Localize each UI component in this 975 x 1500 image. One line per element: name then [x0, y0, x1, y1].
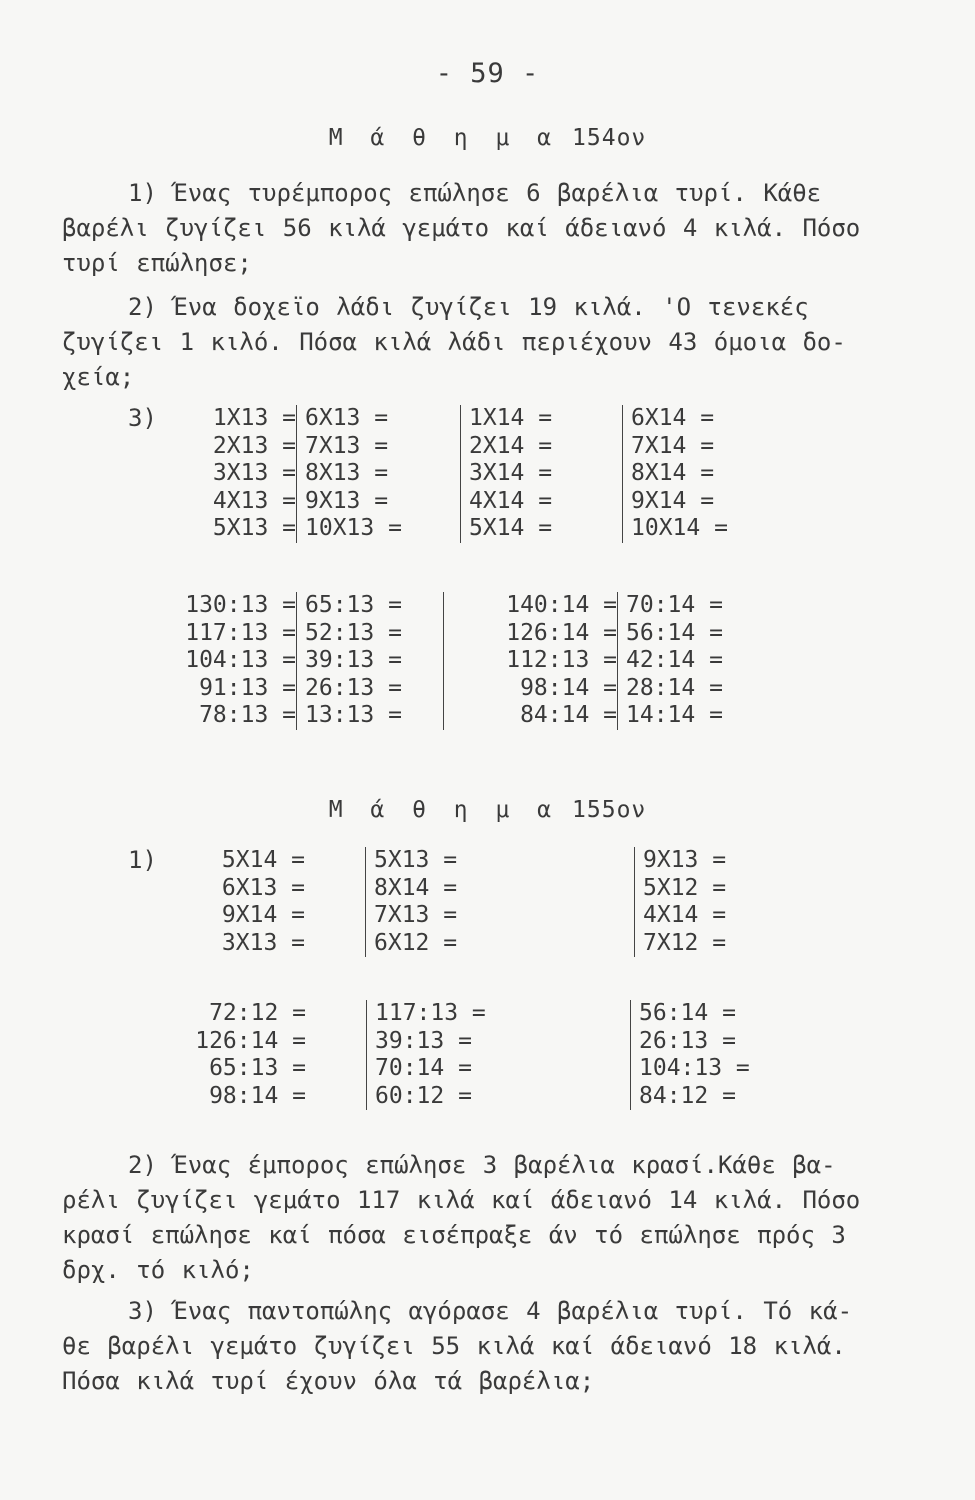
table-column	[622, 405, 761, 543]
lesson-title: Μ ά θ η μ α	[328, 797, 559, 823]
text-line: τυρί επώλησε;	[62, 249, 252, 277]
table-column	[630, 1000, 759, 1110]
table-cell: 78:13 =	[199, 702, 296, 728]
table-cell: 98:14 =	[209, 1082, 306, 1109]
table-cell: 14:14 =	[626, 702, 723, 728]
text-line: Πόσα κιλά τυρί έχουν όλα τά βαρέλια;	[62, 1367, 595, 1395]
table-cell: 60:12 =	[375, 1082, 472, 1109]
table-cell: 28:14 =	[626, 674, 723, 701]
table-cell: 6Χ12 =	[374, 929, 458, 956]
table-cell: 65:13 =	[209, 1055, 306, 1081]
table-cell: 26:13 =	[305, 674, 402, 701]
table-cell: 91:13 =	[199, 674, 296, 701]
table-cell: 7Χ13 =	[305, 432, 389, 459]
table-cell: 130:13 =	[185, 592, 296, 618]
table-cell: 70:14 =	[375, 1055, 472, 1081]
table-cell: 3Χ13 =	[221, 929, 305, 956]
lesson-154-problem-1	[62, 176, 863, 281]
table-column	[617, 592, 744, 730]
table-cell: 7Χ14 =	[631, 432, 715, 459]
lesson-155-heading	[0, 797, 975, 823]
table-cell: 4Χ14 =	[469, 487, 553, 514]
table-cell: 126:14 =	[195, 1027, 306, 1054]
table-cell: 9Χ14 =	[631, 487, 715, 514]
table-cell: 3Χ13 =	[212, 460, 296, 486]
table-cell: 8Χ14 =	[631, 460, 715, 486]
table-cell: 1Χ14 =	[469, 405, 553, 431]
table-cell: 7Χ12 =	[643, 929, 727, 956]
table-cell: 8Χ13 =	[305, 460, 389, 486]
table-cell: 6Χ13 =	[221, 874, 305, 901]
table-column	[296, 592, 443, 730]
table-cell: 4Χ13 =	[212, 487, 296, 514]
table-cell: 70:14 =	[626, 592, 723, 618]
lesson-number: 154ον	[572, 125, 647, 151]
table-cell: 84:12 =	[639, 1082, 736, 1109]
table-cell: 117:13 =	[375, 1000, 486, 1026]
text-line: 2) Ένα δοχεϊο λάδι ζυγίζει 19 κιλά. 'Ο τενεκές	[128, 293, 809, 321]
table-cell: 26:13 =	[639, 1027, 736, 1054]
table-cell: 13:13 =	[305, 702, 402, 728]
table-cell: 84:14 =	[520, 702, 617, 728]
table-cell: 42:14 =	[626, 647, 723, 673]
table-column	[155, 1000, 306, 1110]
table-cell: 72:12 =	[209, 1000, 306, 1026]
table-cell: 5Χ14 =	[221, 847, 305, 873]
text-line: χεία;	[62, 363, 135, 391]
table-cell: 2Χ14 =	[469, 432, 553, 459]
table-cell: 52:13 =	[305, 619, 402, 646]
table-cell: 112:13 =	[506, 647, 617, 673]
table-cell: 9Χ13 =	[305, 487, 389, 514]
table-cell: 39:13 =	[375, 1027, 472, 1054]
table-cell: 5Χ13 =	[212, 515, 296, 541]
lesson-154-heading	[0, 125, 975, 151]
table-cell: 140:14 =	[506, 592, 617, 618]
text-line: ζυγίζει 1 κιλό. Πόσα κιλά λάδι περιέχουν 43 όμοια δο-	[62, 328, 846, 356]
table-column	[296, 405, 460, 543]
multiplication-table-155	[185, 847, 753, 957]
table-column	[130, 592, 296, 730]
table-column	[443, 592, 617, 730]
division-table-155	[155, 1000, 759, 1110]
table-cell: 9Χ14 =	[221, 902, 305, 928]
multiplication-table-154	[160, 405, 761, 543]
table-cell: 104:13 =	[185, 647, 296, 673]
table-cell: 98:14 =	[520, 674, 617, 701]
lesson-154-problem-2	[62, 290, 863, 395]
table-column	[366, 1000, 630, 1110]
page-number: - 59 -	[435, 58, 540, 89]
text-line: ρέλι ζυγίζει γεμάτο 117 κιλά καί άδειανό 14 κιλά. Πόσο	[62, 1186, 861, 1214]
lesson-155-problem-2	[62, 1148, 863, 1288]
table-cell: 126:14 =	[506, 619, 617, 646]
table-cell: 56:14 =	[639, 1000, 736, 1026]
table-cell: 3Χ14 =	[469, 460, 553, 486]
lesson-155-problem-3	[62, 1294, 863, 1399]
table-cell: 5Χ13 =	[374, 847, 458, 873]
table-cell: 6Χ14 =	[631, 405, 715, 431]
division-table-154	[130, 592, 744, 730]
table-cell: 5Χ14 =	[469, 515, 553, 541]
table-cell: 10Χ13 =	[305, 515, 402, 541]
table-cell: 5Χ12 =	[643, 874, 727, 901]
problem-3-label: 3)	[128, 404, 157, 432]
text-line: 3) Ένας παντοπώλης αγόρασε 4 βαρέλια τυρί. Τό κά-	[128, 1297, 853, 1325]
table-cell: 65:13 =	[305, 592, 402, 618]
text-line: θε βαρέλι γεμάτο ζυγίζει 55 κιλά καί άδειανό 18 κιλά.	[62, 1332, 846, 1360]
table-cell: 104:13 =	[639, 1055, 750, 1081]
lesson-number: 155ον	[572, 797, 647, 823]
table-column	[185, 847, 305, 957]
table-cell: 4Χ14 =	[643, 902, 727, 928]
table-column	[634, 847, 753, 957]
table-cell: 7Χ13 =	[374, 902, 458, 928]
table-cell: 56:14 =	[626, 619, 723, 646]
table-cell: 10Χ14 =	[631, 515, 728, 541]
table-column	[460, 405, 622, 543]
table-cell: 2Χ13 =	[212, 432, 296, 459]
text-line: κρασί επώλησε καί πόσα εισέπραξε άν τό επώλησε πρός 3	[62, 1221, 846, 1249]
table-cell: 117:13 =	[185, 619, 296, 646]
lesson-title: Μ ά θ η μ α	[328, 125, 559, 151]
table-cell: 9Χ13 =	[643, 847, 727, 873]
text-line: βαρέλι ζυγίζει 56 κιλά γεμάτο καί άδειανό 4 κιλά. Πόσο	[62, 214, 861, 242]
table-column	[365, 847, 634, 957]
text-line: 2) Ένας έμπορος επώλησε 3 βαρέλια κρασί.Κάθε βα-	[128, 1151, 836, 1179]
text-line: δρχ. τό κιλό;	[62, 1256, 254, 1284]
table-cell: 1Χ13 =	[212, 405, 296, 431]
table-cell: 6Χ13 =	[305, 405, 389, 431]
table-column	[160, 405, 296, 543]
text-line: 1) Ένας τυρέμπορος επώλησε 6 βαρέλια τυρί. Κάθε	[128, 179, 822, 207]
table-cell: 8Χ14 =	[374, 874, 458, 901]
problem-1-label: 1)	[128, 846, 157, 874]
table-cell: 39:13 =	[305, 647, 402, 673]
